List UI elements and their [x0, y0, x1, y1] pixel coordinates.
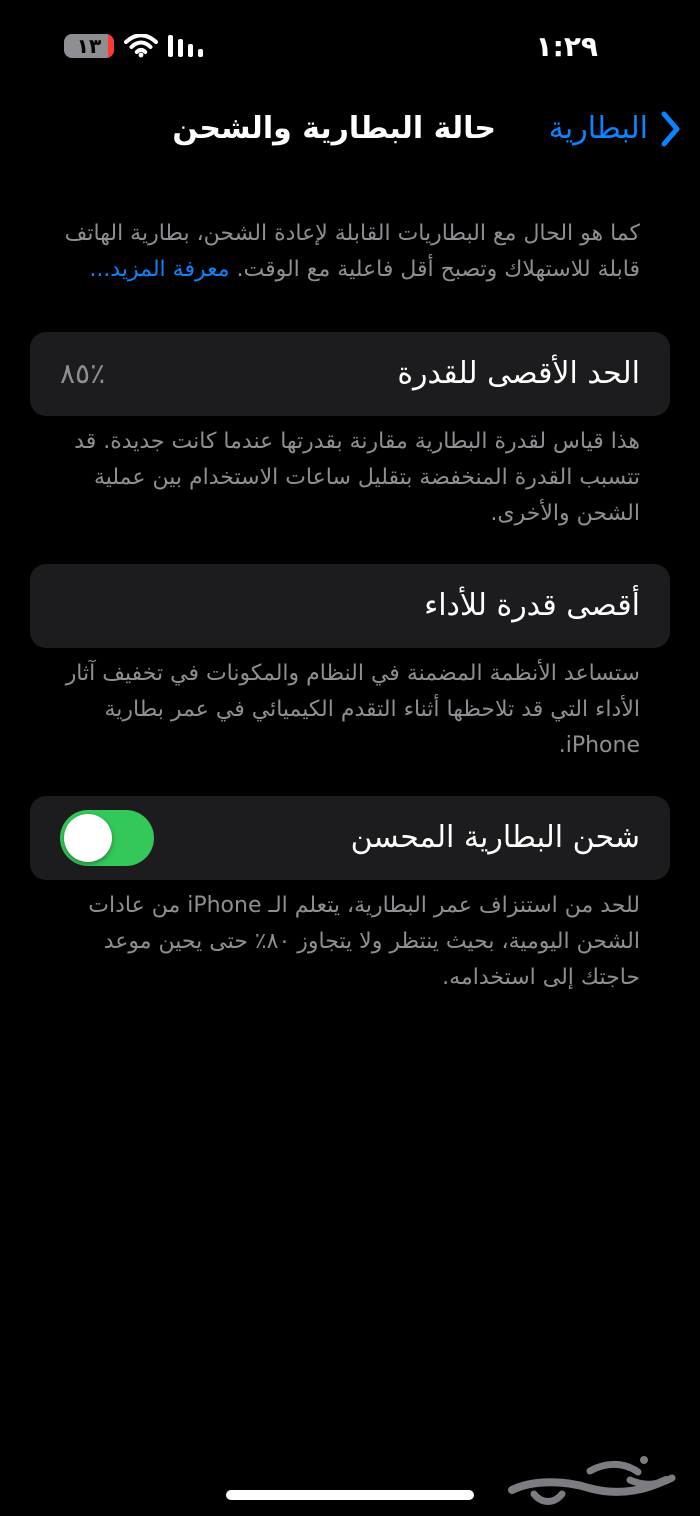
- optimized-charging-card: [30, 796, 670, 880]
- optimized-charging-footer: للحد من استنزاف عمر البطارية، يتعلم الـ iPhone من عادات الشحن اليومية، بحيث ينتظر ولا يتجاوز ٨٠٪ حتى يحين موعد حاجتك إلى استخدامه.: [88, 893, 640, 990]
- back-label: البطارية: [548, 111, 648, 146]
- back-button[interactable]: [549, 108, 682, 150]
- optimized-charging-toggle[interactable]: [60, 810, 154, 866]
- page-title: حالة البطارية والشحن: [172, 111, 496, 146]
- status-bar: [0, 22, 700, 72]
- peak-performance-label: أقصى قدرة للأداء: [424, 588, 640, 623]
- battery-indicator: [64, 34, 114, 58]
- peak-performance-card: [30, 564, 670, 648]
- status-time: ١:٢٩: [535, 30, 598, 63]
- toggle-knob: [64, 814, 112, 862]
- home-indicator[interactable]: [226, 1490, 474, 1500]
- optimized-charging-label: شحن البطارية المحسن: [350, 820, 640, 855]
- intro-text: كما هو الحال مع البطاريات القابلة لإعادة الشحن، بطارية الهاتف قابلة للاستهلاك وتصبح أقل فاعلية مع الوقت.: [64, 221, 640, 282]
- maximum-capacity-card: [30, 332, 670, 416]
- maximum-capacity-footer: هذا قياس لقدرة البطارية مقارنة بقدرتها عندما كانت جديدة. قد تتسبب القدرة المنخفضة بتقليل ساعات الاستخدام بين عملية الشحن والأخرى.: [74, 429, 640, 526]
- maximum-capacity-label: الحد الأقصى للقدرة: [397, 356, 640, 391]
- intro-description: [60, 216, 640, 288]
- haraj-watermark: [494, 1450, 684, 1508]
- learn-more-link[interactable]: معرفة المزيد...: [89, 257, 230, 282]
- cellular-signal-icon: [168, 35, 206, 57]
- maximum-capacity-value: ٪٨٥: [60, 357, 106, 390]
- wifi-icon: [124, 34, 158, 58]
- chevron-right-icon: [658, 109, 682, 149]
- peak-performance-footer: ستساعد الأنظمة المضمنة في النظام والمكونات في تخفيف آثار الأداء التي قد تلاحظها أثناء التقدم الكيميائي في عمر بطارية iPhone.: [65, 661, 640, 758]
- battery-level-text: ١٣: [76, 34, 102, 58]
